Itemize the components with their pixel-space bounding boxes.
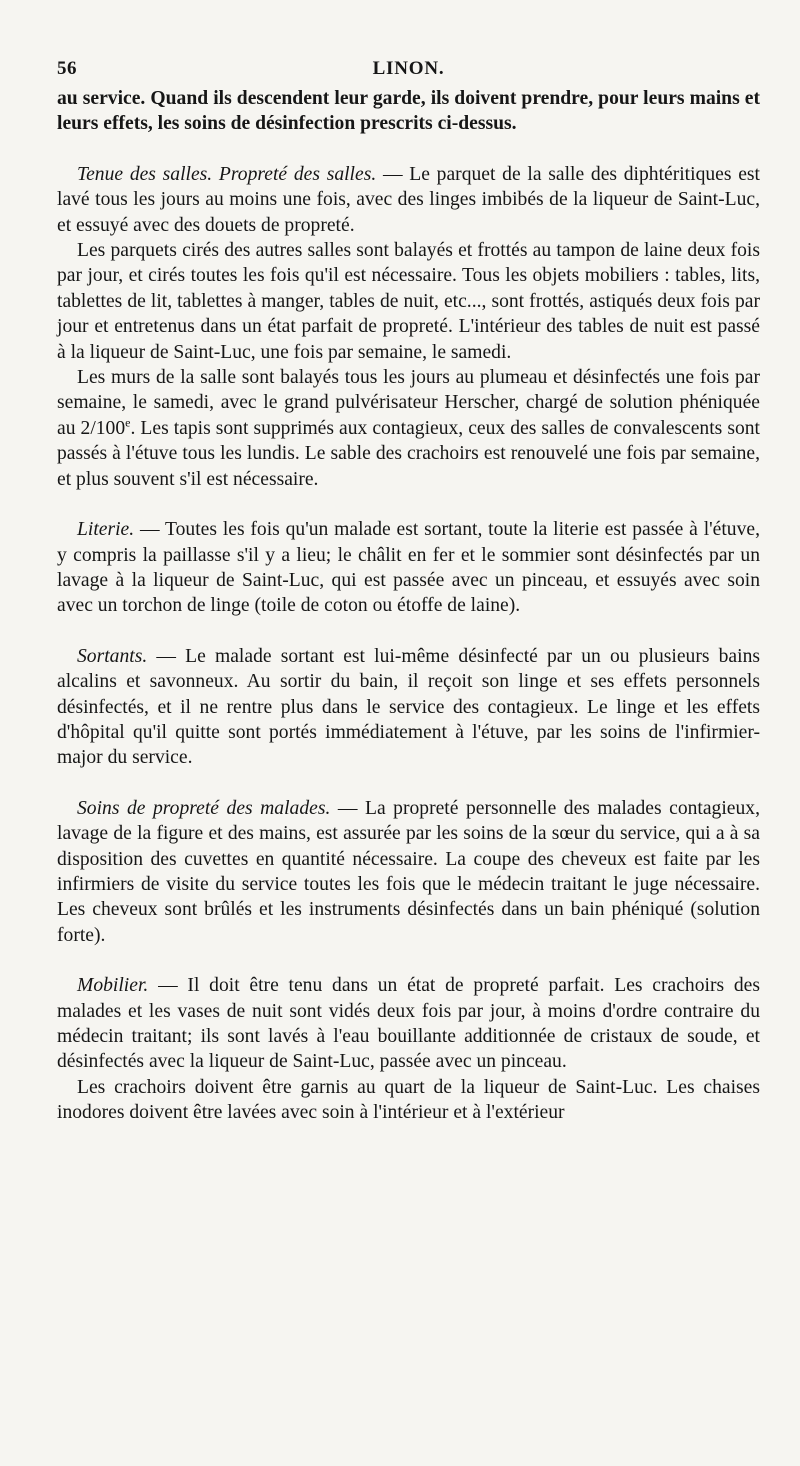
section-title-mobilier: Mobilier. <box>77 975 149 997</box>
paragraph-text: — Le malade sortant est lui-même désinfecté par un ou plusieurs bains alcalins et savonneux. Au sortir du bain, il reçoit son linge et ses effets personnels désinfectés, et il ne rentre plus dans le service des contagieux. Le linge et les effets d'hôpital qu'il quitte sont portés immédiatement à l'étuve, par les soins de l'infirmier-major du service. <box>57 645 760 769</box>
paragraph-crachoirs: Les crachoirs doivent être garnis au quart de la liqueur de Saint-Luc. Les chaises inodores doivent être lavées avec soin à l'intérieur et à l'extérieur <box>57 1076 760 1124</box>
superscript: e <box>125 415 131 430</box>
section-title-soins: Soins de propreté des malades. <box>77 797 331 819</box>
paragraph-mobilier <box>57 973 760 1075</box>
paragraph-sortants <box>57 644 760 771</box>
paragraph-continuation: au service. Quand ils descendent leur garde, ils doivent prendre, pour leurs mains et leurs effets, les soins de désinfection prescrits ci-dessus. <box>57 88 760 135</box>
paragraph-text: — La propreté personnelle des malades contagieux, lavage de la figure et des mains, est assurée par les soins de la sœur du service, qui a à sa disposition des cuvettes en quantité nécessaire. La coupe des cheveux est faite par les infirmiers de visite du service toutes les fois que le médecin traitant le juge nécessaire. Les cheveux sont brûlés et les instruments désinfectés dans un bain phéniqué (solution forte). <box>57 797 760 946</box>
section-title-sortants: Sortants. <box>77 645 148 667</box>
paragraph-text: Les murs de la salle sont balayés tous les jours au plumeau et désinfectés une fois par semaine, le samedi, avec le grand pulvérisateur Herscher, chargé de solution phéniquée au 2/100 <box>57 367 760 439</box>
paragraph-murs <box>57 365 760 492</box>
page-number: 56 <box>57 58 77 79</box>
paragraph-text: — Toutes les fois qu'un malade est sortant, toute la literie est passée à l'étuve, y compris la paillasse s'il y a lieu; le châlit en fer et le sommier sont désinfectés par un lavage à la liqueur de Saint-Luc, qui est passée avec un pinceau, et essuyés avec soin avec un torchon de linge (toile de coton ou étoffe de laine). <box>57 519 760 617</box>
paragraph-literie <box>57 517 760 619</box>
paragraph-tenue-des-salles <box>57 162 760 238</box>
paragraph-text: . Les tapis sont supprimés aux contagieux, ceux des salles de convalescents sont passés à l'étuve tous les lundis. Le sable des crachoirs est renouvelé une fois par semaine, et plus souvent s'il est nécessaire. <box>57 417 760 490</box>
paragraph-soins <box>57 796 760 948</box>
paragraph-text: — Il doit être tenu dans un état de propreté parfait. Les crachoirs des malades et les vases de nuit sont vidés deux fois par jour, à moins d'ordre contraire du médecin traitant; ils sont lavés à l'eau bouillante additionnée de cristaux de soude, et désinfectés avec la liqueur de Saint-Luc, passée avec un pinceau. <box>57 975 760 1073</box>
page-header <box>57 52 760 86</box>
body-text <box>57 86 760 1126</box>
section-title-literie: Literie. <box>77 519 135 541</box>
section-title-tenue: Tenue des salles. Propreté des salles. <box>77 163 377 185</box>
paragraph-text: — Le parquet de la salle des diphtéritiques est lavé tous les jours au moins une fois, avec des linges imbibés de la liqueur de Saint-Luc, et essuyé avec des douets de propreté. <box>57 163 760 236</box>
running-title: LINON. <box>372 58 445 79</box>
paragraph-parquets: Les parquets cirés des autres salles sont balayés et frottés au tampon de laine deux fois par jour, et cirés toutes les fois qu'il est nécessaire. Tous les objets mobiliers : tables, lits, tablettes de lit, tablettes à manger, tables de nuit, etc..., sont frottés, astiqués deux fois par jour et entretenus dans un état parfait de propreté. L'intérieur des tables de nuit est passé à la liqueur de Saint-Luc, une fois par semaine, le samedi. <box>57 240 760 363</box>
